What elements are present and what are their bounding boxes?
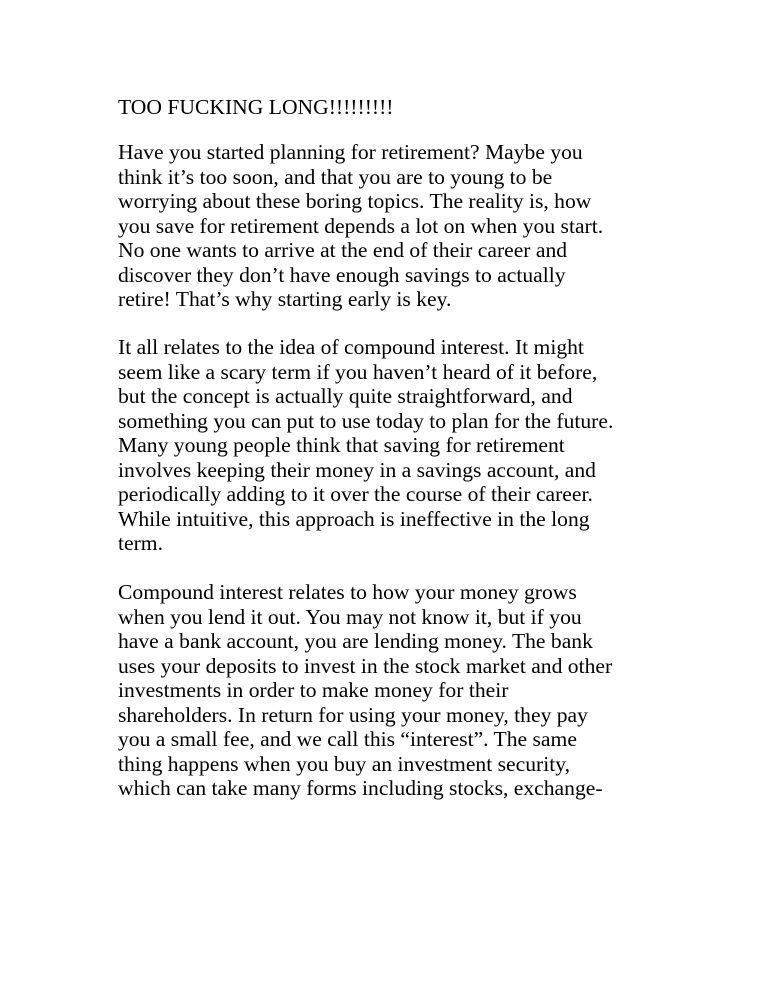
text-line: Have you started planning for retirement? Maybe you bbox=[118, 140, 583, 164]
text-line: you a small fee, and we call this “interest”. The same bbox=[118, 727, 577, 751]
text-line: worrying about these boring topics. The reality is, how bbox=[118, 189, 592, 213]
text-line: think it’s too soon, and that you are to young to be bbox=[118, 164, 553, 189]
text-line: periodically adding to it over the course of their career. bbox=[118, 482, 593, 506]
text-line: discover they don’t have enough savings to actually bbox=[118, 262, 566, 287]
text-line: which can take many forms including stocks, exchange- bbox=[118, 776, 603, 800]
text-line: Many young people think that saving for retirement bbox=[118, 433, 565, 457]
text-line: uses your deposits to invest in the stock market and other bbox=[118, 653, 613, 678]
text-line: While intuitive, this approach is ineffective in the long bbox=[118, 506, 590, 531]
text-line: something you can put to use today to plan for the future. bbox=[118, 408, 614, 433]
paragraph-3 bbox=[118, 580, 612, 801]
text-line: but the concept is actually quite straightforward, and bbox=[118, 384, 573, 408]
paragraph-1 bbox=[118, 140, 603, 312]
text-line: retire! That’s why starting early is key. bbox=[118, 287, 452, 311]
text-line: investments in order to make money for their bbox=[118, 678, 509, 702]
text-line: thing happens when you buy an investment security, bbox=[118, 751, 570, 776]
text-line: term. bbox=[118, 531, 163, 555]
text-line: It all relates to the idea of compound interest. It might bbox=[118, 335, 584, 359]
text-line: shareholders. In return for using your money, they pay bbox=[118, 702, 588, 727]
document-title bbox=[118, 95, 393, 120]
text-line: have a bank account, you are lending money. The bank bbox=[118, 629, 593, 653]
text-line: Compound interest relates to how your money grows bbox=[118, 580, 577, 604]
text-line: involves keeping their money in a savings account, and bbox=[118, 457, 596, 482]
paragraph-2 bbox=[118, 335, 613, 556]
text-line: when you lend it out. You may not know it, but if you bbox=[118, 604, 582, 629]
title-text: TOO FUCKING LONG!!!!!!!!! bbox=[118, 95, 394, 119]
text-line: No one wants to arrive at the end of their career and bbox=[118, 238, 568, 262]
text-line: seem like a scary term if you haven’t heard of it before, bbox=[118, 359, 598, 384]
text-line: you save for retirement depends a lot on when you start. bbox=[118, 213, 604, 238]
